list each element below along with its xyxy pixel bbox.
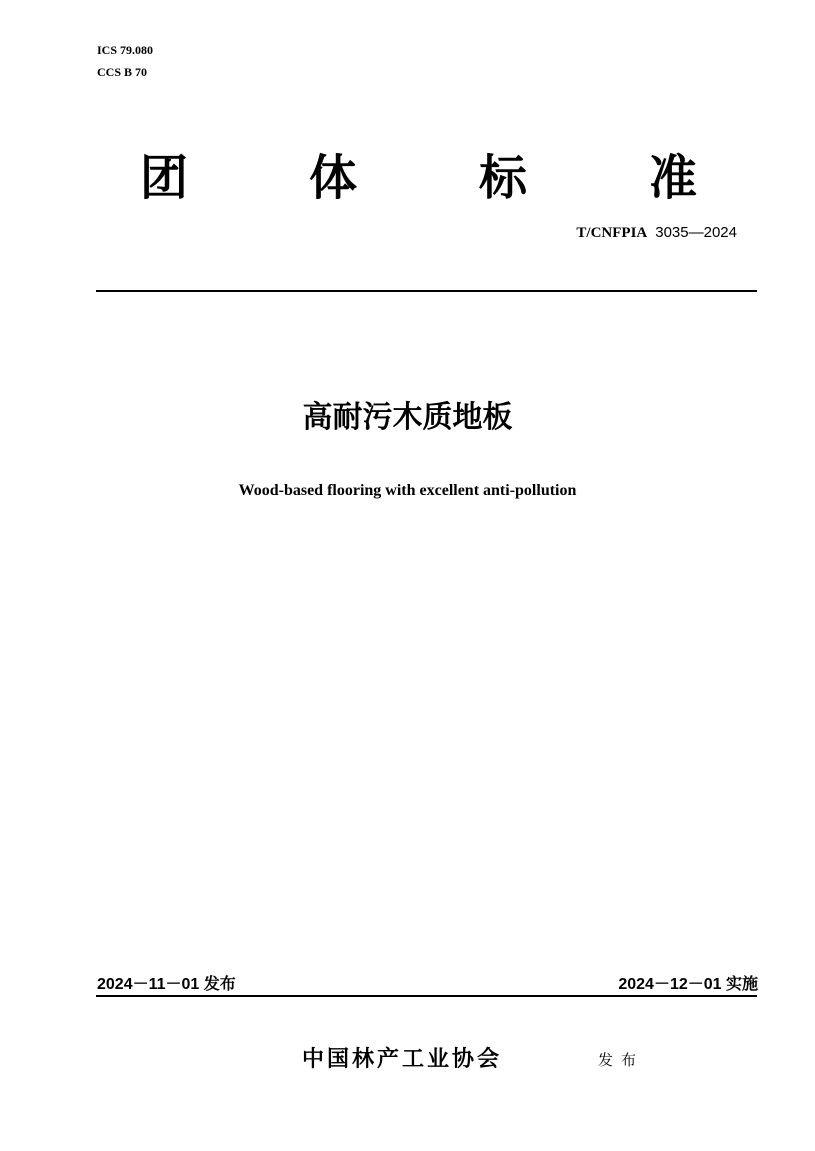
document-title-en: Wood-based flooring with excellent anti-pollution [238, 482, 577, 499]
ccs-code: CCS B 70 [97, 65, 148, 79]
cover-title-char: 团 [140, 150, 189, 206]
standard-number [576, 223, 737, 243]
footer-divider [96, 995, 757, 997]
cover-title-char: 体 [309, 150, 358, 206]
standard-code: T/CNFPIA [576, 225, 648, 241]
cover-title-char: 准 [649, 150, 698, 206]
ics-code: ICS 79.080 [97, 43, 154, 57]
header-divider [96, 290, 757, 292]
cover-title-char: 标 [479, 150, 528, 206]
implementation-date: 2024－12－01 实施 [618, 976, 758, 993]
standard-serial: 3035—2024 [655, 224, 737, 241]
issue-date: 2024－11－01 发布 [97, 976, 236, 993]
document-title-cn: 高耐污木质地板 [302, 400, 513, 435]
publish-label: 发布 [598, 1051, 645, 1069]
publisher-name: 中国林产工业协会 [302, 1047, 503, 1072]
standard-type-title [97, 150, 757, 210]
